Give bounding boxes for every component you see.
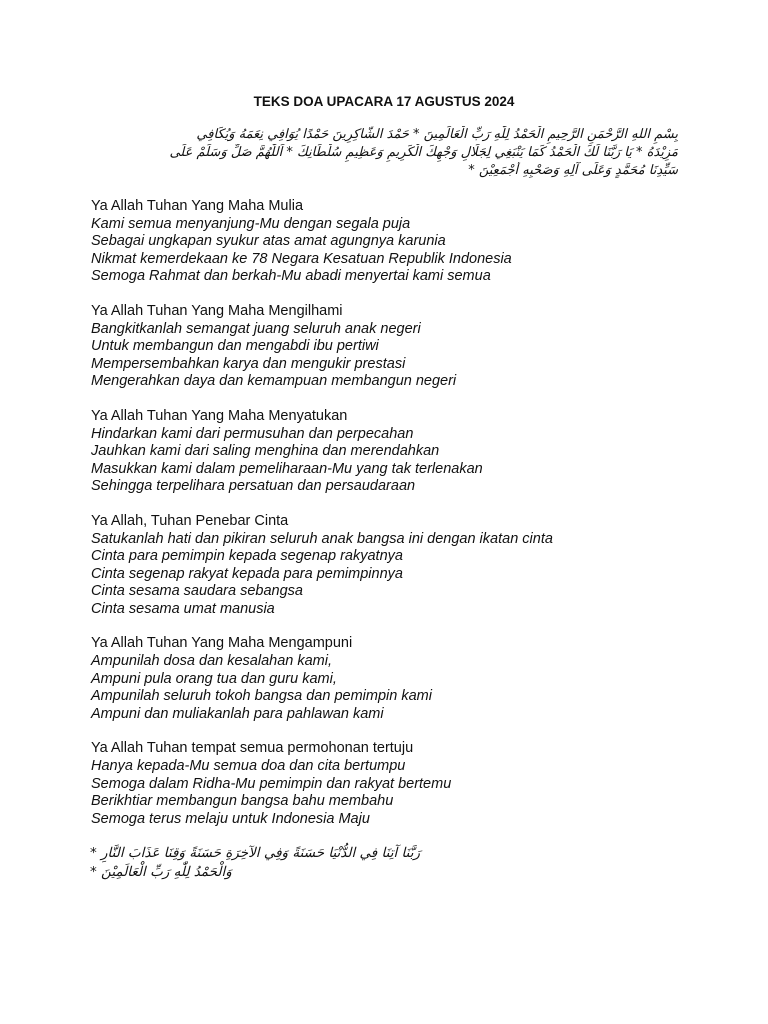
stanza-line: Hindarkan kami dari permusuhan dan perpecahan [91, 425, 414, 442]
stanza-line: Ampunilah dosa dan kesalahan kami, [91, 653, 333, 670]
stanza-line: Kami semua menyanjung-Mu dengan segala puja [91, 215, 411, 232]
arabic-opening-line: مَزِيْدَهُ * يَا رَبَّنَا لَكَ الْحَمْدُ كَمَا يَنْبَغِي لِجَلَالِ وَجْهِكَ الْكَرِيمِ وَعَظِيمِ سُلْطَانِكَ * اَللّٰهُمَّ صَلِّ وَسَلِّمْ عَلَى [169, 145, 678, 160]
stanza-line: Cinta sesama saudara sebangsa [91, 583, 303, 600]
arabic-opening-prayer [90, 126, 678, 180]
stanza-line: Semoga terus melaju untuk Indonesia Maju [91, 810, 370, 827]
stanza-line: Nikmat kemerdekaan ke 78 Negara Kesatuan Republik Indonesia [91, 250, 512, 267]
stanza-heading: Ya Allah Tuhan Yang Maha Mengampuni [91, 635, 353, 652]
stanza-heading: Ya Allah Tuhan Yang Maha Menyatukan [91, 407, 348, 424]
stanza-line: Ampuni pula orang tua dan guru kami, [91, 670, 337, 687]
prayer-stanzas [91, 198, 691, 845]
stanza [91, 303, 691, 391]
stanza-line: Cinta segenap rakyat kepada para pemimpinnya [91, 565, 403, 582]
stanza-line: Hanya kepada-Mu semua doa dan cita bertumpu [91, 758, 406, 775]
stanza-line: Berikhtiar membangun bangsa bahu membahu [91, 793, 394, 810]
stanza-heading: Ya Allah, Tuhan Penebar Cinta [91, 512, 289, 529]
arabic-opening-line: بِسْمِ اللهِ الرَّحْمَنِ الرَّحِيمِ الْحَمْدُ لِلّٰهِ رَبِّ الْعَالَمِينَ * حَمْدَ الشَّاكِرِينَ حَمْدًا يُوَافِي نِعَمَهُ وَيُكَافِي [196, 127, 678, 142]
stanza-line: Semoga dalam Ridha-Mu pemimpin dan rakyat bertemu [91, 775, 452, 792]
stanza-heading: Ya Allah Tuhan Yang Maha Mulia [91, 198, 304, 214]
stanza [91, 198, 691, 286]
stanza-line: Cinta para pemimpin kepada segenap rakyatnya [91, 548, 403, 565]
stanza-line: Masukkan kami dalam pemeliharaan-Mu yang tak terlenakan [91, 460, 483, 477]
document-title: TEKS DOA UPACARA 17 AGUSTUS 2024 [253, 94, 515, 109]
stanza-line: Sehingga terpelihara persatuan dan persaudaraan [91, 478, 416, 495]
stanza-line: Mengerahkan daya dan kemampuan membangun negeri [91, 373, 457, 390]
arabic-closing-line: وَالْحَمْدُ لِلّٰهِ رَبِّ الْعَالَمِيْنَ * [90, 864, 232, 880]
stanza-line: Ampunilah seluruh tokoh bangsa dan pemimpin kami [91, 688, 432, 705]
stanza [91, 740, 691, 828]
arabic-closing-line: رَبَّنَا آتِنَا فِي الدُّنْيَا حَسَنَةً وَفِي الآخِرَةِ حَسَنَةً وَقِنَا عَذَابَ النَّارِ * [90, 845, 420, 861]
stanza-line: Bangkitkanlah semangat juang seluruh anak negeri [91, 320, 421, 337]
stanza-line: Cinta sesama umat manusia [91, 600, 275, 617]
stanza-line: Satukanlah hati dan pikiran seluruh anak bangsa ini dengan ikatan cinta [91, 530, 553, 547]
stanza-line: Semoga Rahmat dan berkah-Mu abadi menyertai kami semua [91, 268, 491, 285]
stanza-heading: Ya Allah Tuhan tempat semua permohonan tertuju [91, 740, 414, 757]
arabic-opening-line: سَيِّدِنَا مُحَمَّدٍ وَعَلَى آلِهِ وَصَحْبِهِ أَجْمَعِيْنَ * [468, 163, 678, 178]
stanza [91, 513, 691, 619]
stanza-line: Sebagai ungkapan syukur atas amat agungnya karunia [91, 233, 446, 250]
arabic-closing-prayer [90, 844, 460, 882]
stanza [91, 408, 691, 496]
stanza-line: Ampuni dan muliakanlah para pahlawan kami [91, 705, 384, 722]
stanza-line: Untuk membangun dan mengabdi ibu pertiwi [91, 338, 379, 355]
stanza-line: Jauhkan kami dari saling menghina dan merendahkan [91, 443, 440, 460]
stanza-heading: Ya Allah Tuhan Yang Maha Mengilhami [91, 302, 343, 319]
stanza [91, 635, 691, 723]
stanza-line: Mempersembahkan karya dan mengukir prestasi [91, 355, 406, 372]
